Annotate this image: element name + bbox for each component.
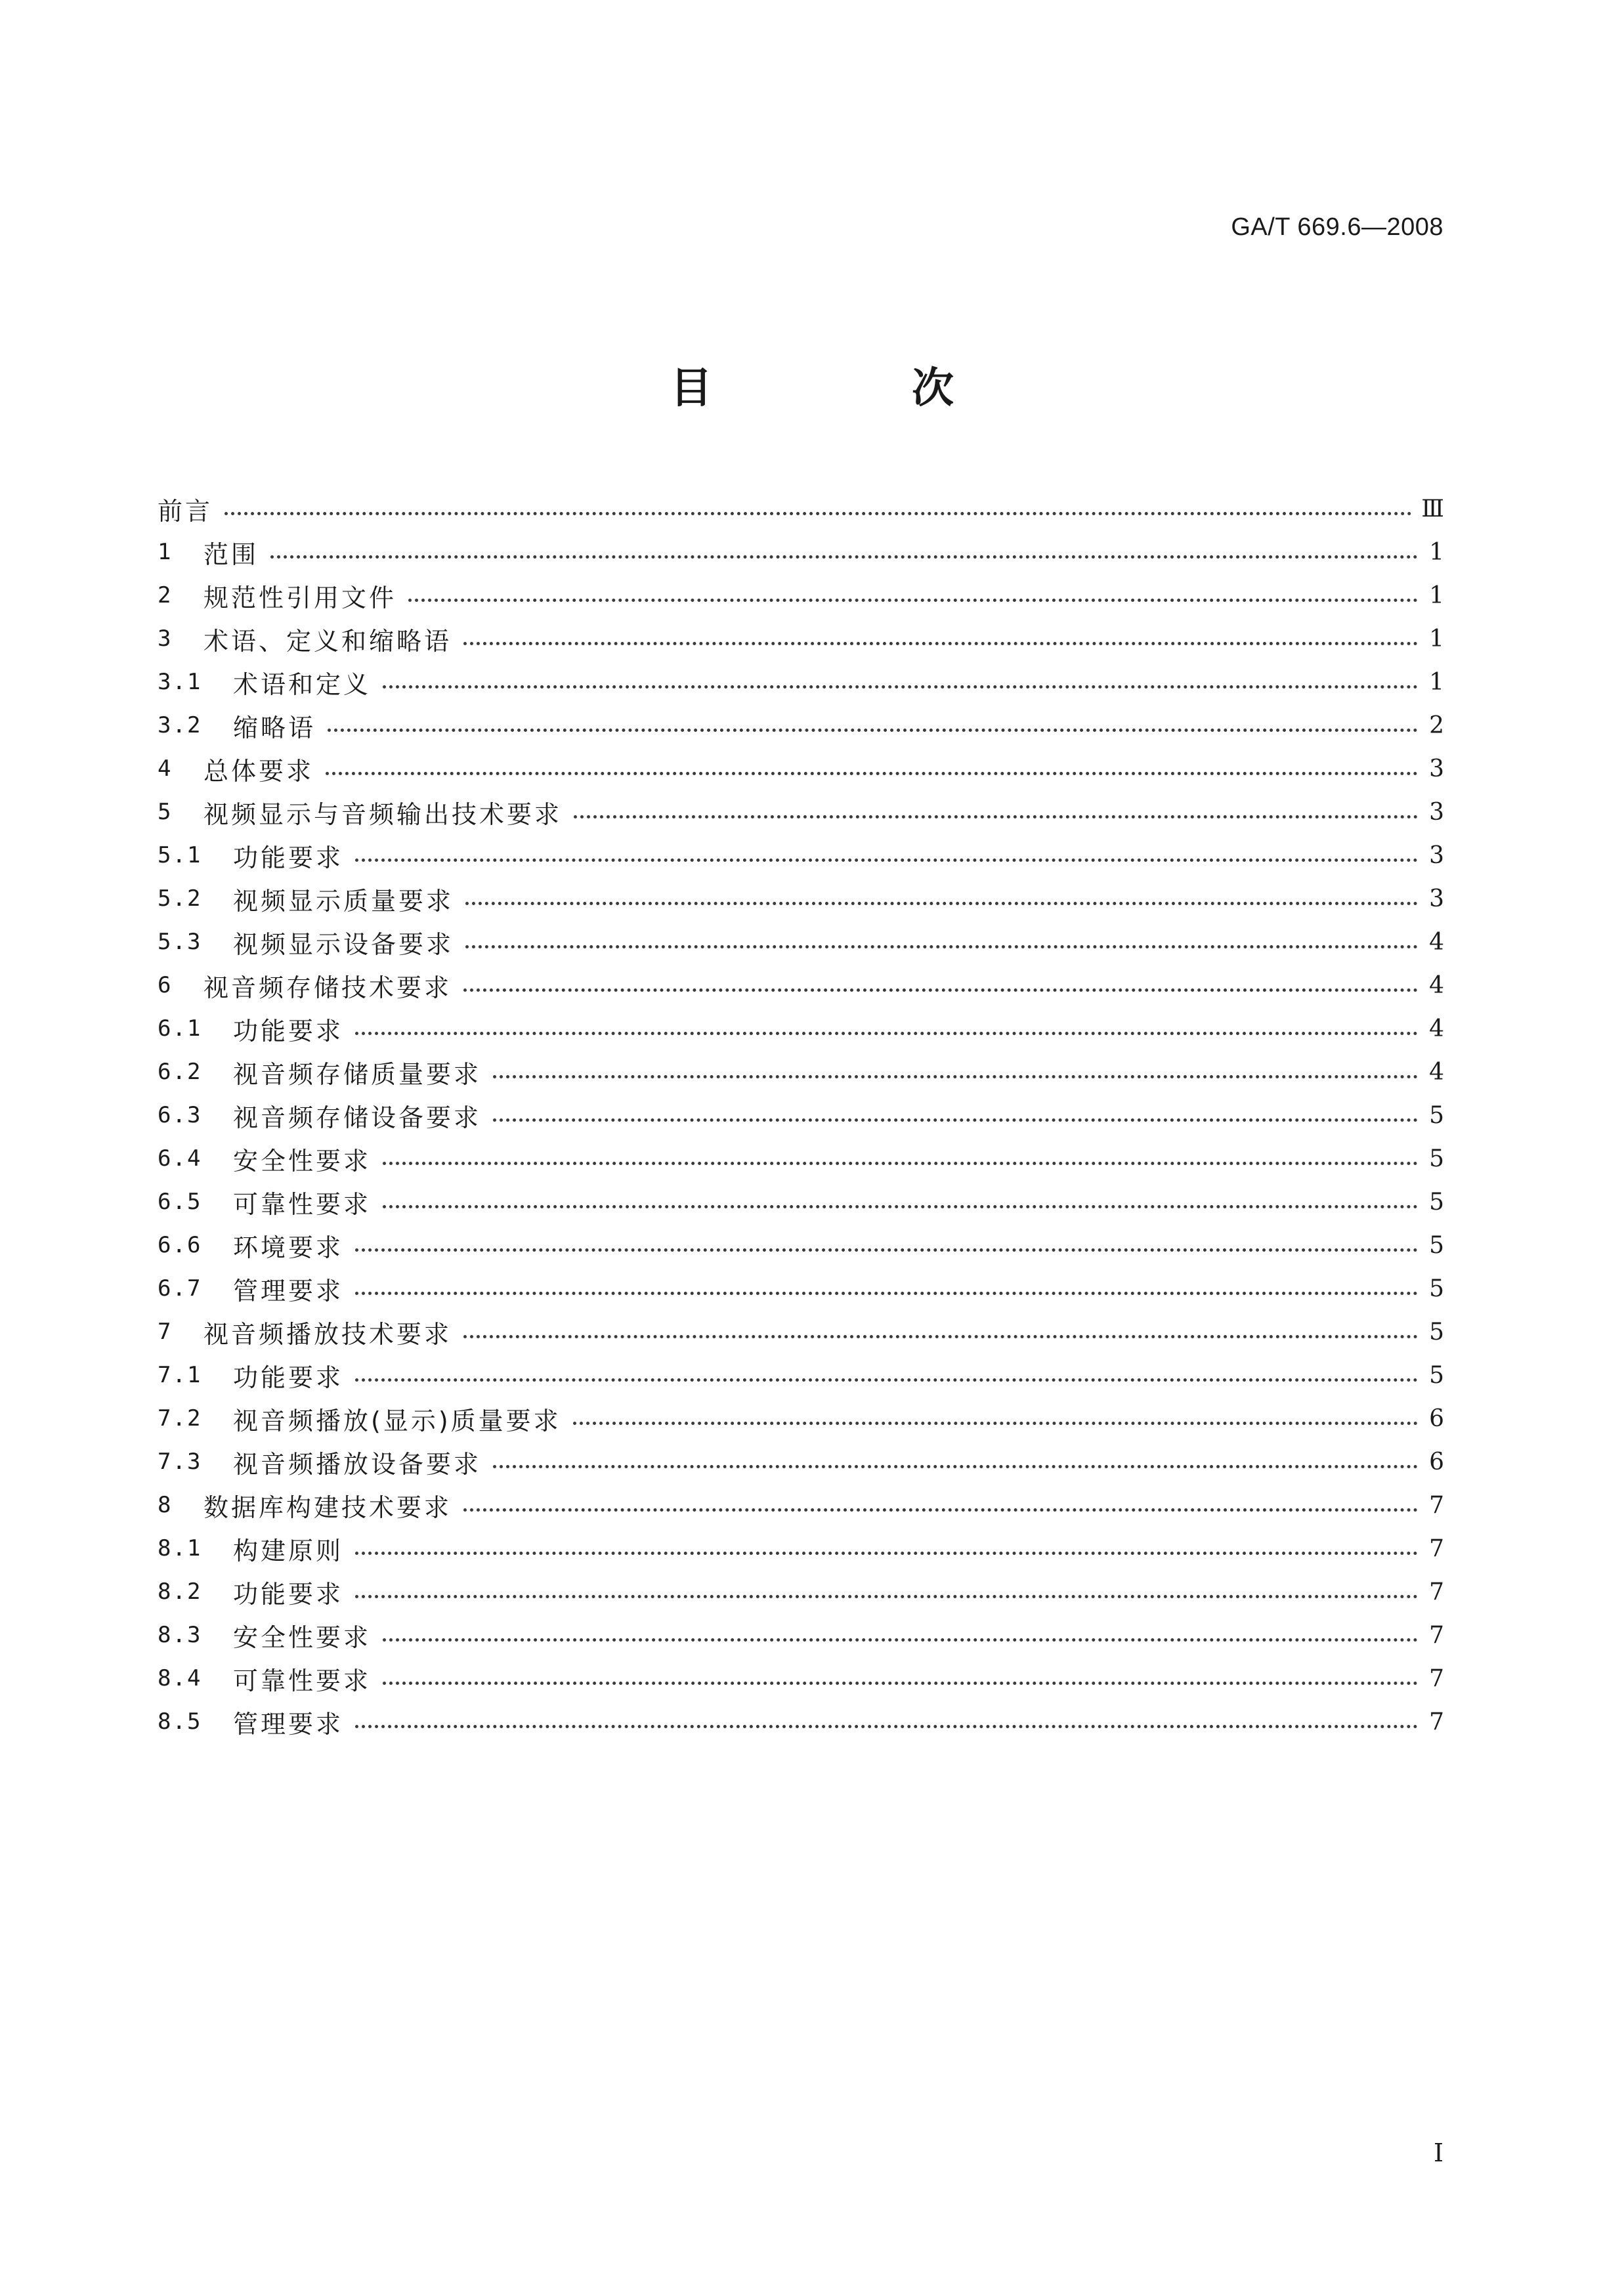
toc-entry-page: 2 [1429, 711, 1444, 739]
toc-dot-leader [465, 902, 1418, 905]
toc-entry-page: 6 [1429, 1448, 1444, 1475]
toc-entry-label: 可靠性要求 [233, 1666, 372, 1695]
toc-entry[interactable] [158, 1180, 1444, 1223]
toc-entry[interactable] [158, 1137, 1444, 1180]
toc-entry-page: 7 [1429, 1535, 1444, 1562]
toc-dot-leader [355, 1552, 1418, 1555]
toc-entry-page: 7 [1429, 1578, 1444, 1605]
toc-entry-page: 5 [1429, 1101, 1444, 1129]
toc-entry-label: 前言 [158, 496, 213, 526]
toc-entry-label: 数据库构建技术要求 [203, 1493, 452, 1522]
toc-entry-number: 8 [158, 1492, 173, 1518]
toc-entry[interactable] [158, 1353, 1444, 1397]
toc-entry-label: 管理要求 [233, 1276, 344, 1305]
toc-dot-leader [328, 729, 1418, 732]
toc-entry-number: 6.7 [158, 1275, 202, 1302]
toc-entry-number: 5 [158, 799, 173, 825]
toc-entry[interactable] [158, 1050, 1444, 1093]
toc-dot-leader [270, 555, 1418, 559]
toc-entry-label: 视频显示质量要求 [233, 886, 454, 916]
toc-entry-page: 7 [1429, 1491, 1444, 1519]
toc-entry-label: 术语和定义 [233, 669, 372, 699]
page-title: 目 次 [670, 364, 1033, 413]
toc-entry-number: 6.5 [158, 1189, 202, 1215]
toc-entry-page: 7 [1429, 1665, 1444, 1692]
toc-entry-label: 总体要求 [203, 756, 314, 786]
toc-dot-leader [408, 599, 1418, 602]
toc-entry[interactable] [158, 1223, 1444, 1267]
toc-entry[interactable] [158, 1613, 1444, 1657]
toc-entry-number: 6.2 [158, 1059, 202, 1085]
toc-entry-number: 5.1 [158, 842, 202, 868]
toc-dot-leader [463, 988, 1418, 992]
toc-entry-page: Ⅲ [1421, 495, 1444, 522]
toc-entry[interactable] [158, 1007, 1444, 1050]
toc-entry-page: 6 [1429, 1405, 1444, 1432]
toc-entry-label: 构建原则 [233, 1536, 344, 1565]
toc-dot-leader [355, 1032, 1418, 1035]
toc-entry-number: 6.6 [158, 1232, 202, 1258]
toc-entry-page: 4 [1429, 928, 1444, 956]
toc-dot-leader [574, 815, 1418, 818]
toc-dot-leader [493, 1465, 1418, 1468]
toc-entry[interactable] [158, 920, 1444, 964]
toc-entry-page: 4 [1429, 1015, 1444, 1042]
toc-entry-number: 8.1 [158, 1535, 202, 1561]
toc-entry[interactable] [158, 1440, 1444, 1483]
toc-dot-leader [493, 1118, 1418, 1122]
toc-entry[interactable] [158, 834, 1444, 877]
toc-entry-page: 4 [1429, 1058, 1444, 1086]
toc-entry[interactable] [158, 747, 1444, 790]
toc-entry-page: 3 [1429, 755, 1444, 782]
toc-entry-number: 2 [158, 582, 173, 608]
toc-entry-page: 5 [1429, 1275, 1444, 1302]
standard-code: GA/T 669.6—2008 [1231, 213, 1443, 241]
toc-entry-label: 管理要求 [233, 1709, 344, 1739]
toc-entry-number: 6 [158, 972, 173, 998]
toc-dot-leader [383, 1682, 1418, 1685]
toc-dot-leader [463, 642, 1418, 645]
toc-entry-page: 7 [1429, 1708, 1444, 1735]
toc-entry-number: 8.3 [158, 1622, 202, 1648]
toc-dot-leader [355, 1292, 1418, 1295]
toc-entry-label: 视音频播放设备要求 [233, 1449, 482, 1479]
toc-entry-page: 5 [1429, 1361, 1444, 1389]
toc-entry-number: 7.2 [158, 1405, 202, 1432]
toc-dot-leader [224, 512, 1412, 515]
toc-dot-leader [355, 859, 1418, 862]
toc-entry-page: 4 [1429, 971, 1444, 999]
toc-dot-leader [326, 772, 1418, 775]
toc-entry[interactable] [158, 877, 1444, 920]
toc-entry-page: 7 [1429, 1621, 1444, 1649]
toc-entry[interactable] [158, 1700, 1444, 1743]
toc-entry-page: 3 [1429, 885, 1444, 912]
toc-entry-number: 3 [158, 626, 173, 652]
toc-dot-leader [355, 1725, 1418, 1728]
toc-entry-number: 3.2 [158, 712, 202, 738]
toc-entry-number: 3.1 [158, 669, 202, 695]
page-number: I [1433, 2138, 1443, 2167]
toc-entry-label: 规范性引用文件 [203, 583, 397, 612]
toc-dot-leader [573, 1422, 1418, 1425]
toc-dot-leader [355, 1248, 1418, 1252]
toc-entry[interactable] [158, 790, 1444, 834]
toc-dot-leader [355, 1595, 1418, 1598]
toc-dot-leader [383, 1205, 1418, 1208]
toc-entry-number: 6.4 [158, 1145, 202, 1172]
toc-entry-label: 功能要求 [233, 1016, 344, 1046]
toc-entry[interactable] [158, 1570, 1444, 1613]
toc-entry[interactable] [158, 1093, 1444, 1137]
toc-entry-number: 8.5 [158, 1708, 202, 1735]
toc-entry[interactable] [158, 1527, 1444, 1570]
toc-entry-page: 5 [1429, 1188, 1444, 1216]
toc-entry[interactable] [158, 617, 1444, 660]
toc-entry-number: 6.3 [158, 1102, 202, 1128]
toc-entry-label: 可靠性要求 [233, 1189, 372, 1219]
toc-entry-label: 视音频存储设备要求 [233, 1103, 482, 1132]
toc-entry[interactable] [158, 530, 1444, 574]
toc-entry[interactable] [158, 574, 1444, 617]
toc-entry[interactable] [158, 660, 1444, 704]
toc-entry[interactable] [158, 1657, 1444, 1700]
toc-dot-leader [463, 1508, 1418, 1512]
toc-entry-page: 1 [1429, 582, 1444, 609]
toc-entry-number: 6.1 [158, 1015, 202, 1042]
toc-entry-label: 视音频存储质量要求 [233, 1059, 482, 1089]
toc-entry-number: 8.4 [158, 1665, 202, 1691]
toc-entry-label: 视频显示设备要求 [233, 929, 454, 959]
toc-entry-number: 7 [158, 1319, 173, 1345]
toc-entry-number: 8.2 [158, 1579, 202, 1605]
toc-entry-label: 范围 [203, 540, 259, 569]
toc-entry-page: 1 [1429, 625, 1444, 652]
toc-entry-page: 5 [1429, 1231, 1444, 1259]
toc-entry-page: 1 [1429, 668, 1444, 696]
toc-entry-label: 环境要求 [233, 1233, 344, 1262]
toc-dot-leader [465, 945, 1418, 948]
toc-entry[interactable] [158, 1397, 1444, 1440]
toc-entry-label: 视频显示与音频输出技术要求 [203, 799, 563, 829]
toc-entry[interactable] [158, 1310, 1444, 1353]
toc-entry-page: 5 [1429, 1318, 1444, 1346]
toc-entry-label: 视音频播放(显示)质量要求 [233, 1406, 561, 1435]
toc-entry-label: 缩略语 [233, 713, 316, 742]
toc-entry[interactable] [158, 964, 1444, 1007]
table-of-contents [158, 487, 1444, 1743]
toc-entry[interactable] [158, 1483, 1444, 1527]
toc-entry[interactable] [158, 487, 1444, 530]
toc-entry-number: 5.2 [158, 885, 202, 912]
toc-entry-number: 1 [158, 539, 173, 565]
toc-entry[interactable] [158, 704, 1444, 747]
toc-entry-number: 4 [158, 755, 173, 782]
toc-entry-label: 安全性要求 [233, 1146, 372, 1176]
toc-entry-number: 7.3 [158, 1449, 202, 1475]
toc-entry-number: 5.3 [158, 929, 202, 955]
toc-entry-page: 3 [1429, 798, 1444, 826]
toc-dot-leader [383, 685, 1418, 689]
toc-dot-leader [355, 1378, 1418, 1382]
toc-entry[interactable] [158, 1267, 1444, 1310]
toc-entry-label: 功能要求 [233, 843, 344, 872]
toc-entry-number: 7.1 [158, 1362, 202, 1388]
toc-dot-leader [463, 1335, 1418, 1338]
toc-entry-label: 功能要求 [233, 1363, 344, 1392]
toc-entry-label: 安全性要求 [233, 1623, 372, 1652]
toc-entry-label: 视音频存储技术要求 [203, 973, 452, 1002]
toc-dot-leader [383, 1638, 1418, 1642]
toc-dot-leader [383, 1162, 1418, 1165]
toc-entry-page: 3 [1429, 841, 1444, 869]
toc-entry-page: 1 [1429, 538, 1444, 566]
toc-entry-label: 功能要求 [233, 1579, 344, 1609]
toc-entry-label: 视音频播放技术要求 [203, 1319, 452, 1349]
toc-entry-page: 5 [1429, 1145, 1444, 1172]
toc-entry-label: 术语、定义和缩略语 [203, 626, 452, 656]
toc-dot-leader [493, 1075, 1418, 1078]
